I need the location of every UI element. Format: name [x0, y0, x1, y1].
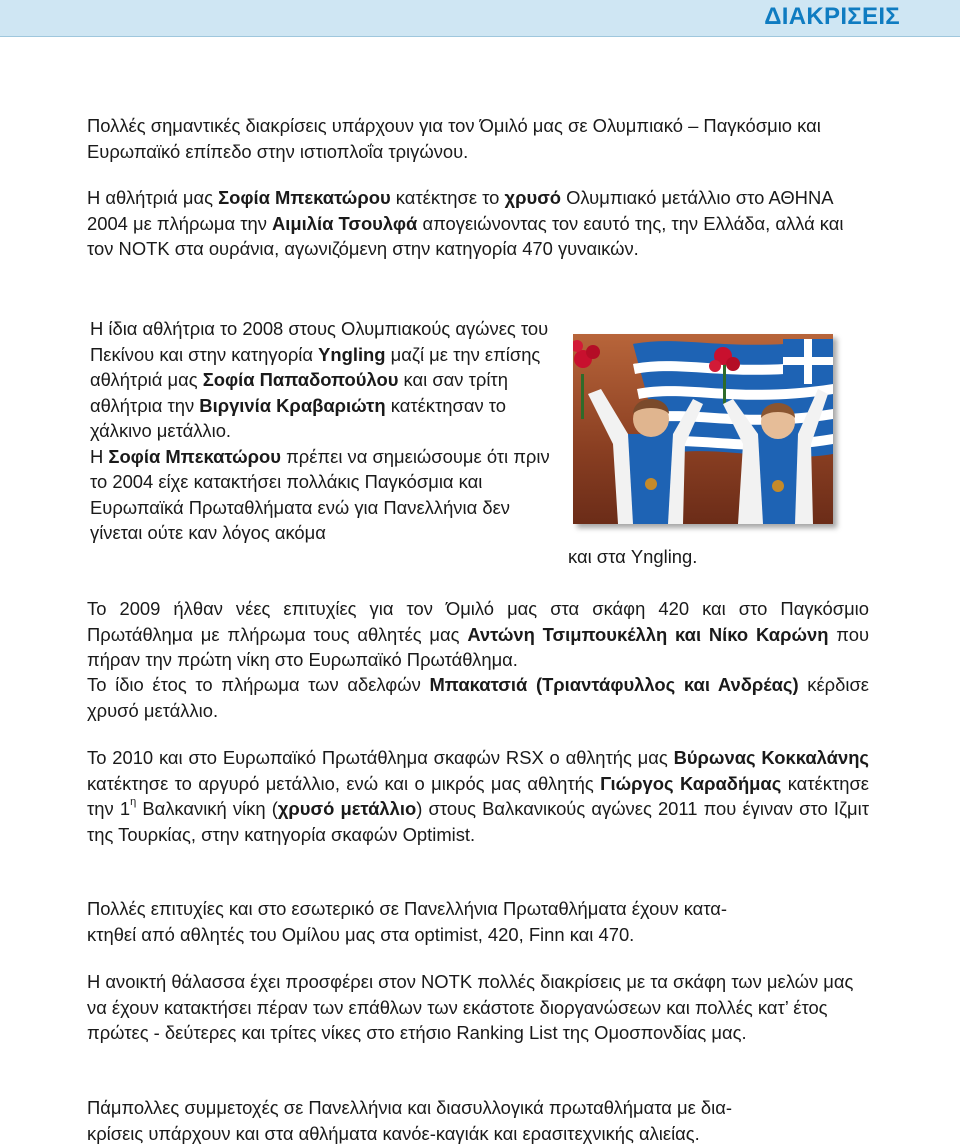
text-run: κατέκτησε το αργυρό μετάλλιο, ενώ και ο μικρός μας αθλητής	[87, 772, 601, 794]
text-run: Το 2010 και στο Ευρωπαϊκό Πρωτάθλημα σκαφών RSX ο αθλητής μας	[87, 747, 674, 768]
paragraph-other-sports	[87, 1095, 869, 1146]
text-run: και στα Yngling.	[568, 546, 698, 567]
text-run: Η ίδια αθλήτρια το 2008 στους Ολυμπιακούς αγώνες του Πεκίνου και στην κατηγορία	[90, 318, 549, 365]
paragraph-intro-text: Πολλές σημαντικές διακρίσεις υπάρχουν για τον Όμιλό μας σε Ολυμπιακό – Παγκόσμιο και Ευρωπαϊκό επίπεδο στην ιστιοπλοΐα τριγώνου.	[87, 115, 821, 162]
athlete-name: Γιώργος Καραδήμας	[600, 772, 782, 794]
text-run: Η ανοικτή θάλασσα έχει προσφέρει στον ΝΟΤΚ πολλές διακρίσεις με τα σκάφη των μελών μας να έχουν κατακτήσει πέραν των επάθλων των εκάστοτε διοργανώσεων και πολλές κατ’ έτος πρώτες - δεύτερες και τρίτες νίκες στο ετήσιο Ranking List της Ομοσπονδίας μας.	[87, 971, 854, 1043]
athletes-photo-image	[573, 334, 833, 524]
athlete-name: Σοφία Παπαδοπούλου	[202, 369, 399, 390]
text-run: κατέκτησε την 1	[87, 772, 869, 819]
athlete-names: Μπακατσιά (Τριαντάφυλλος και Ανδρέας)	[429, 674, 799, 695]
text-run: και σαν τρίτη αθλήτρια την	[90, 369, 508, 416]
paragraph-national-championships	[87, 896, 869, 947]
text-run: μαζί με την επίσης αθλήτριά μας	[90, 343, 541, 390]
text-run: που πήραν την πρώτη νίκη στο Ευρωπαϊκό Πρωτάθλημα.	[87, 623, 870, 670]
paragraph-intro	[87, 113, 869, 164]
medal-word: χρυσό μετάλλιο	[277, 798, 417, 819]
text-run: κατέκτησε το	[390, 187, 505, 208]
text-run: Το 2009 ήλθαν νέες επιτυχίες για τον Όμιλό μας στα σκάφη 420 και στο Παγκόσμιο Πρωτάθλημα με πλήρωμα τους αθλητές μας	[87, 598, 869, 645]
text-run: πρέπει να σημειώσουμε ότι πριν το 2004 είχε κατακτήσει πολλάκις Παγκόσμια και Ευρωπαϊκά Πρωταθλήματα ενώ για Πανελλήνια δεν γίνεται ούτε καν λόγος ακόμα	[90, 445, 550, 543]
text-line: κρίσεις υπάρχουν και στα αθλήματα κανόε-καγιάκ και ερασιτεχνικής αλιείας.	[87, 1122, 700, 1144]
superscript: η	[130, 795, 137, 808]
athlete-name: Σοφία Μπεκατώρου	[218, 187, 391, 208]
text-run: απογειώνοντας τον εαυτό της, την Ελλάδα, αλλά και τον ΝΟΤΚ στα ουράνια, αγωνιζόμενη στην κατηγορία 470 γυναικών.	[87, 212, 844, 259]
paragraph-2010-rsx	[87, 745, 869, 847]
text-run: Η	[90, 445, 109, 467]
text-run: Το ίδιο έτος το πλήρωμα των αδελφών	[87, 674, 430, 695]
athlete-name: Βύρωνας Κοκκαλάνης	[673, 747, 869, 768]
paragraph-athens-2004	[87, 185, 869, 262]
paragraph-2009-brothers	[87, 672, 869, 723]
paragraph-2009-420	[87, 596, 869, 673]
athlete-name: Βιργινία Κραβαριώτη	[199, 394, 386, 416]
paragraph-beijing-tail	[568, 544, 697, 570]
boat-class: Yngling	[318, 343, 386, 365]
athlete-name: Αιμιλία Τσουλφά	[272, 212, 418, 234]
paragraph-beijing-2008	[90, 316, 565, 546]
medal-word: χρυσό	[504, 187, 562, 208]
text-run: ) στους Βαλκανικούς αγώνες 2011 που έγιναν στο Ιζμιτ της Τουρκίας, στην κατηγορία σκαφών Optimist.	[87, 798, 869, 845]
page-title: ΔΙΑΚΡΙΣΕΙΣ	[764, 3, 900, 30]
text-line: κτηθεί από αθλητές του Ομίλου μας στα optimist, 420, Finn και 470.	[87, 923, 635, 945]
text-run: Βαλκανική νίκη (	[136, 798, 278, 819]
text-line: Πάμπολλες συμμετοχές σε Πανελλήνια και διασυλλογικά πρωταθλήματα με δια-	[87, 1097, 732, 1118]
athletes-photo	[573, 334, 833, 524]
header-bar	[0, 0, 960, 37]
text-line: Πολλές επιτυχίες και στο εσωτερικό σε Πανελλήνια Πρωταθλήματα έχουν κατα-	[87, 898, 728, 919]
text-run: Ολυμπιακό μετάλλιο στο ΑΘΗΝΑ 2004 με πλήρωμα την	[87, 187, 833, 234]
paragraph-open-sea	[87, 969, 869, 1046]
athlete-names: Αντώνη Τσιμπουκέλλη και Νίκο Καρώνη	[467, 623, 829, 645]
text-run: κατέκτησαν το χάλκινο μετάλλιο.	[90, 394, 506, 441]
athlete-name: Σοφία Μπεκατώρου	[108, 445, 281, 467]
text-run: Η αθλήτριά μας	[87, 187, 219, 208]
text-run: κέρδισε χρυσό μετάλλιο.	[87, 674, 869, 721]
